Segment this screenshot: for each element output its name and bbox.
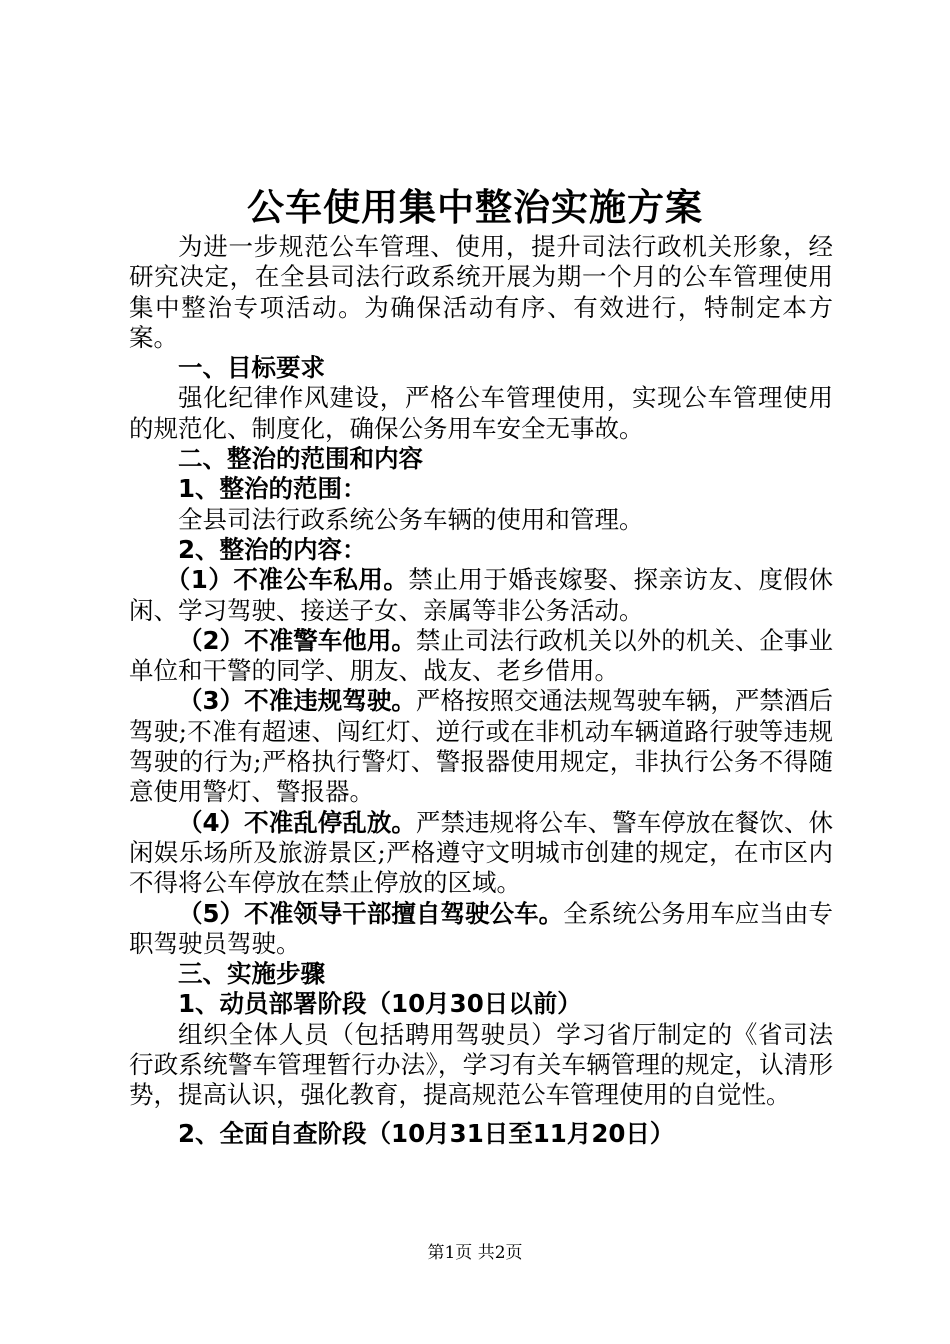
section1-text: 强化纪律作风建设，严格公车管理使用，实现公车管理使用的规范化、制度化，确保公务用车安全无事故。 [129, 383, 833, 443]
section1-heading: 一、目标要求 [178, 353, 325, 383]
rule-item-3 [129, 686, 833, 807]
rule-item-4-lead: （4）不准乱停乱放。 [178, 807, 416, 837]
rule-item-2-lead: （2）不准警车他用。 [178, 625, 416, 655]
step1-heading: 1、动员部署阶段（10月30日以前） [178, 989, 582, 1019]
step2-heading: 2、全面自查阶段（10月31日至11月20日） [178, 1118, 675, 1148]
rule-item-1-lead: （1）不准公车私用。 [165, 565, 409, 595]
section2-heading: 二、整治的范围和内容 [178, 444, 423, 474]
rule-item-1-text: 禁止用于婚丧嫁娶、探亲访友、度假休闲、学习驾驶、接送子女、亲属等非公务活动。 [129, 565, 833, 625]
rule-item-4 [129, 808, 833, 899]
scope-text: 全县司法行政系统公务车辆的使用和管理。 [178, 504, 644, 534]
rule-item-2-text: 禁止司法行政机关以外的机关、企事业单位和干警的同学、朋友、战友、老乡借用。 [129, 625, 834, 686]
rule-item-5 [129, 899, 833, 960]
rule-item-2 [129, 626, 833, 687]
rule-item-4-text: 严禁违规将公车、警车停放在餐饮、休闲娱乐场所及旅游景区;严格遵守文明城市创建的规定，在市区内不得将公车停放在禁止停放的区域。 [129, 807, 834, 898]
section3-heading: 三、实施步骤 [178, 959, 325, 989]
rule-item-5-lead: （5）不准领导干部擅自驾驶公车。 [178, 898, 564, 928]
rule-item-3-text: 严格按照交通法规驾驶车辆，严禁酒后驾驶;不准有超速、闯红灯、逆行或在非机动车辆道路行驶等违规驾驶的行为;严格执行警灯、警报器使用规定，非执行公务不得随意使用警灯、警报器。 [129, 686, 834, 807]
step1-text: 组织全体人员（包括聘用驾驶员）学习省厅制定的《省司法行政系统警车管理暂行办法》，学习有关车辆管理的规定，认清形势，提高认识，强化教育，提高规范公车管理使用的自觉性。 [129, 1019, 833, 1110]
page-number-footer: 第1页 共2页 [427, 1243, 523, 1263]
document-title: 公车使用集中整治实施方案 [247, 186, 703, 229]
rule-item-5-text: 全系统公务用车应当由专职驾驶员驾驶。 [129, 898, 834, 958]
document-body [129, 232, 833, 1149]
intro-paragraph: 为进一步规范公车管理、使用，提升司法行政机关形象，经研究决定，在全县司法行政系统开展为期一个月的公车管理使用集中整治专项活动。为确保活动有序、有效进行，特制定本方案。 [129, 232, 833, 352]
rule-item-3-lead: （3）不准违规驾驶。 [178, 686, 416, 716]
rule-item-1 [129, 565, 833, 626]
content-heading: 2、整治的内容： [178, 534, 367, 564]
scope-heading: 1、整治的范围： [178, 474, 367, 504]
